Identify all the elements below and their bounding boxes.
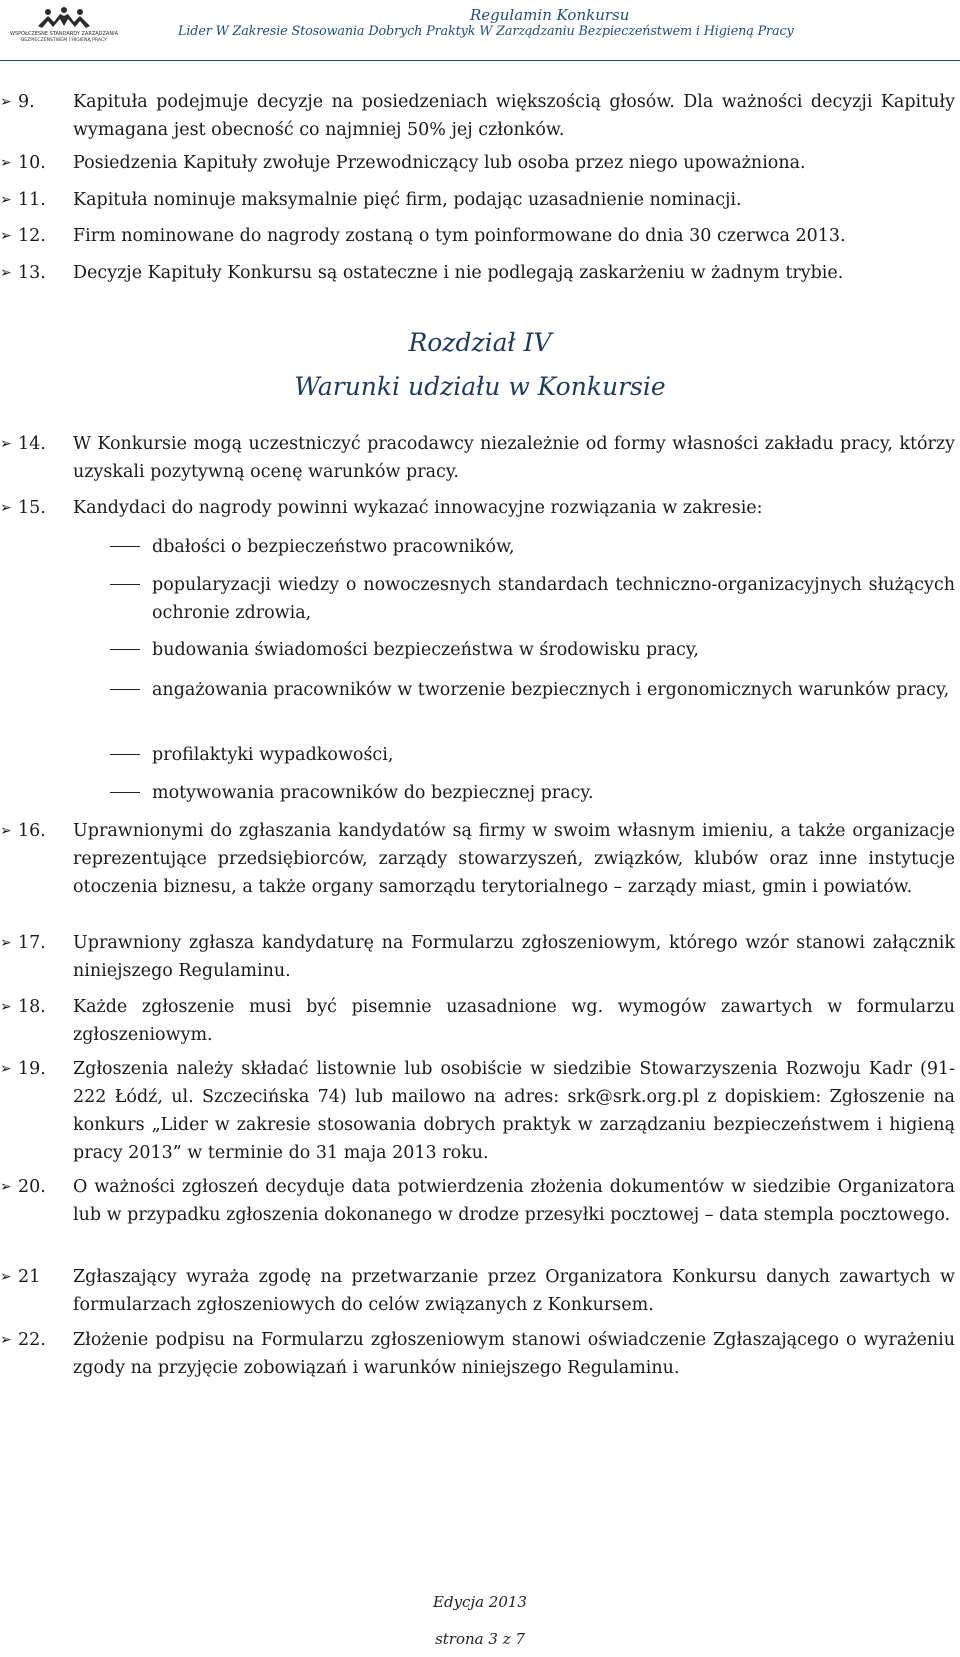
dash-bullet-icon <box>110 792 140 793</box>
chapter-title: Warunki udziału w Konkursie <box>294 372 666 401</box>
item-number: 13. <box>18 263 46 283</box>
document-title: Regulamin Konkursu <box>470 6 630 24</box>
item-number: 18. <box>18 997 46 1017</box>
item-number: 11. <box>18 190 46 210</box>
arrow-bullet-icon: ➢ <box>0 500 12 516</box>
svg-text:BEZPIECZEŃSTWEM I HIGIENĄ PRAC: BEZPIECZEŃSTWEM I HIGIENĄ PRACY <box>21 38 107 43</box>
arrow-bullet-icon: ➢ <box>0 155 12 171</box>
svg-text:WSPÓŁCZESNE STANDARDY ZARZĄDZA: WSPÓŁCZESNE STANDARDY ZARZĄDZANIA <box>10 31 118 37</box>
arrow-bullet-icon: ➢ <box>0 265 12 281</box>
document-subtitle: Lider W Zakresie Stosowania Dobrych Praktyk W Zarządzaniu Bezpieczeństwem i Higieną Pracy <box>178 24 794 39</box>
header-divider <box>0 60 960 61</box>
arrow-bullet-icon: ➢ <box>0 999 12 1015</box>
item-text: Zgłoszenia należy składać listownie lub osobiście w siedzibie Stowarzyszenia Rozwoju Kadr (91-222 Łódź, ul. Szczecińska 74) lub mailowo na adres: srk@srk.org.pl z dopiskiem: Zgłoszenie na konkurs „Lider w zakresie stosowania dobrych praktyk w zarządzaniu bezpieczeństwem i higieną pracy 2013” w terminie do 31 maja 2013 roku. <box>73 1059 955 1163</box>
item-number: 14. <box>18 434 46 454</box>
arrow-bullet-icon: ➢ <box>0 192 12 208</box>
item-text: Zgłaszający wyraża zgodę na przetwarzanie przez Organizatora Konkursu danych zawartych w formularzach zgłoszeniowych do celów związanych z Konkursem. <box>73 1267 955 1315</box>
dash-bullet-icon <box>110 546 140 547</box>
item-number: 16. <box>18 821 46 841</box>
page-header <box>0 0 960 60</box>
item-text: Kapituła nominuje maksymalnie pięć firm, podając uzasadnienie nominacji. <box>73 190 742 210</box>
item-number: 12. <box>18 226 46 246</box>
arrow-bullet-icon: ➢ <box>0 1061 12 1077</box>
item-number: 19. <box>18 1059 46 1079</box>
item-text: O ważności zgłoszeń decyduje data potwierdzenia złożenia dokumentów w siedzibie Organizatora lub w przypadku zgłoszenia dokonanego w drodze przesyłki pocztowej – data stempla pocztowego. <box>73 1177 955 1225</box>
item-text: Firm nominowane do nagrody zostaną o tym poinformowane do dnia 30 czerwca 2013. <box>73 226 846 246</box>
arrow-bullet-icon: ➢ <box>0 1269 12 1285</box>
arrow-bullet-icon: ➢ <box>0 935 12 951</box>
item-text: Posiedzenia Kapituły zwołuje Przewodniczący lub osoba przez niego upoważniona. <box>73 153 806 173</box>
item-number: 21 <box>18 1267 41 1287</box>
page-number: strona 3 z 7 <box>435 1630 525 1648</box>
item-text: Decyzje Kapituły Konkursu są ostateczne i nie podlegają zaskarżeniu w żadnym trybie. <box>73 263 844 283</box>
item-number: 17. <box>18 933 46 953</box>
item-text: Uprawniony zgłasza kandydaturę na Formularzu zgłoszeniowym, którego wzór stanowi załącznik niniejszego Regulaminu. <box>73 933 955 981</box>
arrow-bullet-icon: ➢ <box>0 1179 12 1195</box>
item-number: 22. <box>18 1330 46 1350</box>
item-text: Każde zgłoszenie musi być pisemnie uzasadnione wg. wymogów zawartych w formularzu zgłoszeniowym. <box>73 997 955 1045</box>
chapter-number: Rozdział IV <box>408 328 552 357</box>
item-text: Uprawnionymi do zgłaszania kandydatów są firmy w swoim własnym imieniu, a także organizacje reprezentujące przedsiębiorców, zarządy stowarzyszeń, związków, klubów oraz inne instytucje otoczenia biznesu, a także organy samorządu terytorialnego – zarządy miast, gmin i powiatów. <box>73 821 955 897</box>
arrow-bullet-icon: ➢ <box>0 823 12 839</box>
sub-item-text: motywowania pracowników do bezpiecznej pracy. <box>152 783 594 803</box>
arrow-bullet-icon: ➢ <box>0 436 12 452</box>
item-number: 20. <box>18 1177 46 1197</box>
item-text: Złożenie podpisu na Formularzu zgłoszeniowym stanowi oświadczenie Zgłaszającego o wyrażeniu zgody na przyjęcie zobowiązań i warunków niniejszego Regulaminu. <box>73 1330 955 1378</box>
item-text: W Konkursie mogą uczestniczyć pracodawcy niezależnie od formy własności zakładu pracy, którzy uzyskali pozytywną ocenę warunków pracy. <box>73 434 955 482</box>
item-text: Kandydaci do nagrody powinni wykazać innowacyjne rozwiązania w zakresie: <box>73 498 763 518</box>
dash-bullet-icon <box>110 649 140 650</box>
sub-item-text: budowania świadomości bezpieczeństwa w środowisku pracy, <box>152 640 699 660</box>
dash-bullet-icon <box>110 584 140 585</box>
sub-item-text: profilaktyki wypadkowości, <box>152 745 394 765</box>
dash-bullet-icon <box>110 689 140 690</box>
logo-figures-icon <box>4 4 124 44</box>
arrow-bullet-icon: ➢ <box>0 94 12 110</box>
arrow-bullet-icon: ➢ <box>0 1332 12 1348</box>
arrow-bullet-icon: ➢ <box>0 228 12 244</box>
item-number: 10. <box>18 153 46 173</box>
item-number: 9. <box>18 92 35 112</box>
organization-logo <box>4 4 124 44</box>
item-number: 15. <box>18 498 46 518</box>
item-text: Kapituła podejmuje decyzje na posiedzeniach większością głosów. Dla ważności decyzji Kapituły wymagana jest obecność co najmniej 50% jej członków. <box>73 92 955 140</box>
sub-item-text: popularyzacji wiedzy o nowoczesnych standardach techniczno-organizacyjnych służących ochronie zdrowia, <box>152 575 955 623</box>
footer-edition: Edycja 2013 <box>433 1593 527 1611</box>
sub-item-text: angażowania pracowników w tworzenie bezpiecznych i ergonomicznych warunków pracy, <box>152 680 950 700</box>
dash-bullet-icon <box>110 754 140 755</box>
sub-item-text: dbałości o bezpieczeństwo pracowników, <box>152 537 515 557</box>
